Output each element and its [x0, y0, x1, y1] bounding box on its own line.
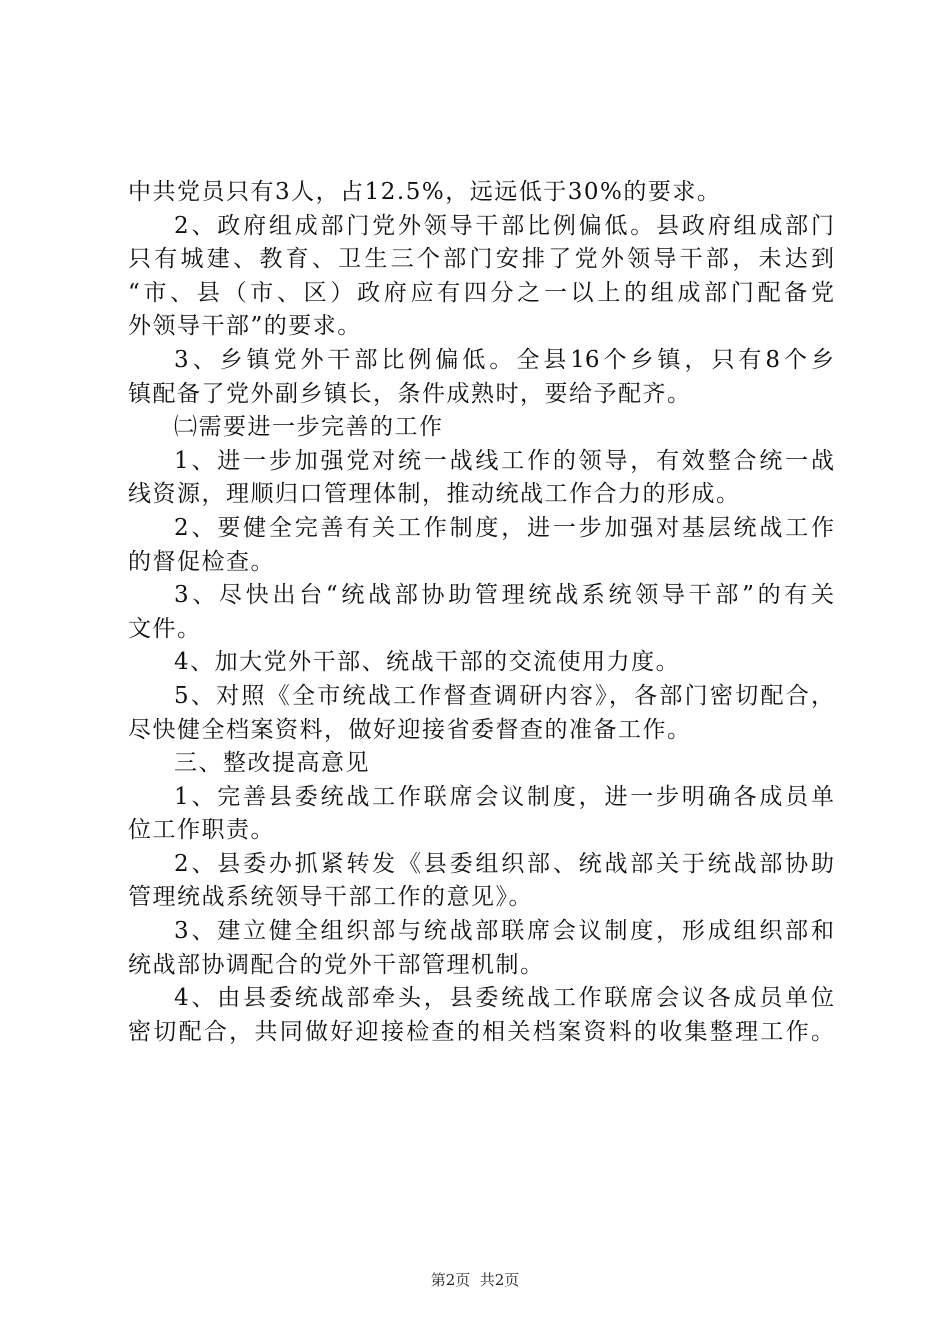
text-line: 4、由县委统战部牵头，县委统战工作联席会议各成员单位 [174, 985, 834, 1012]
text-line: 3、尽快出台“统战部协助管理统战系统领导干部”的有关 [174, 582, 834, 609]
text-line: 尽快健全档案资料，做好迎接省委督查的准备工作。 [128, 716, 692, 743]
text-line: 密切配合，共同做好迎接检查的相关档案资料的收集整理工作。 [128, 1018, 834, 1045]
text-line: 线资源，理顺归口管理体制，推动统战工作合力的形成。 [128, 481, 741, 508]
text-line: 1、进一步加强党对统一战线工作的领导，有效整合统一战 [174, 447, 834, 474]
document-body [128, 176, 834, 1049]
text-line: 位工作职责。 [128, 817, 275, 844]
text-line: 中共党员只有3人，占12.5%，远远低于30%的要求。 [128, 179, 722, 205]
text-line: 管理统战系统领导干部工作的意见》。 [128, 884, 533, 911]
text-line: 3、建立健全组织部与统战部联席会议制度，形成组织部和 [174, 918, 834, 945]
text-line: 三、整改提高意见 [174, 750, 370, 777]
text-line: 2、要健全完善有关工作制度，进一步加强对基层统战工作 [174, 514, 834, 541]
text-line: 2、县委办抓紧转发《县委组织部、统战部关于统战部协助 [174, 850, 834, 877]
text-line: 5、对照《全市统战工作督查调研内容》，各部门密切配合， [174, 682, 834, 709]
text-line: “市、县（市、区）政府应有四分之一以上的组成部门配备党 [128, 279, 834, 306]
text-line: 文件。 [128, 615, 202, 642]
text-line: 3、乡镇党外干部比例偏低。全县16个乡镇，只有8个乡 [174, 346, 834, 373]
text-line: ㈡需要进一步完善的工作 [174, 414, 444, 441]
text-line: 外领导干部”的要求。 [128, 313, 362, 340]
page-number-label: 第2页 共2页 [430, 1271, 520, 1289]
text-line: 的督促检查。 [128, 548, 275, 575]
text-line: 只有城建、教育、卫生三个部门安排了党外领导干部，未达到 [128, 246, 834, 273]
text-line: 镇配备了党外副乡镇长，条件成熟时，要给予配齐。 [128, 380, 692, 407]
text-line: 统战部协调配合的党外干部管理机制。 [128, 951, 545, 978]
text-line: 4、加大党外干部、统战干部的交流使用力度。 [174, 649, 681, 676]
page-footer [0, 1270, 950, 1290]
text-line: 1、完善县委统战工作联席会议制度，进一步明确各成员单 [174, 783, 834, 810]
text-line: 2、政府组成部门党外领导干部比例偏低。县政府组成部门 [174, 212, 834, 239]
